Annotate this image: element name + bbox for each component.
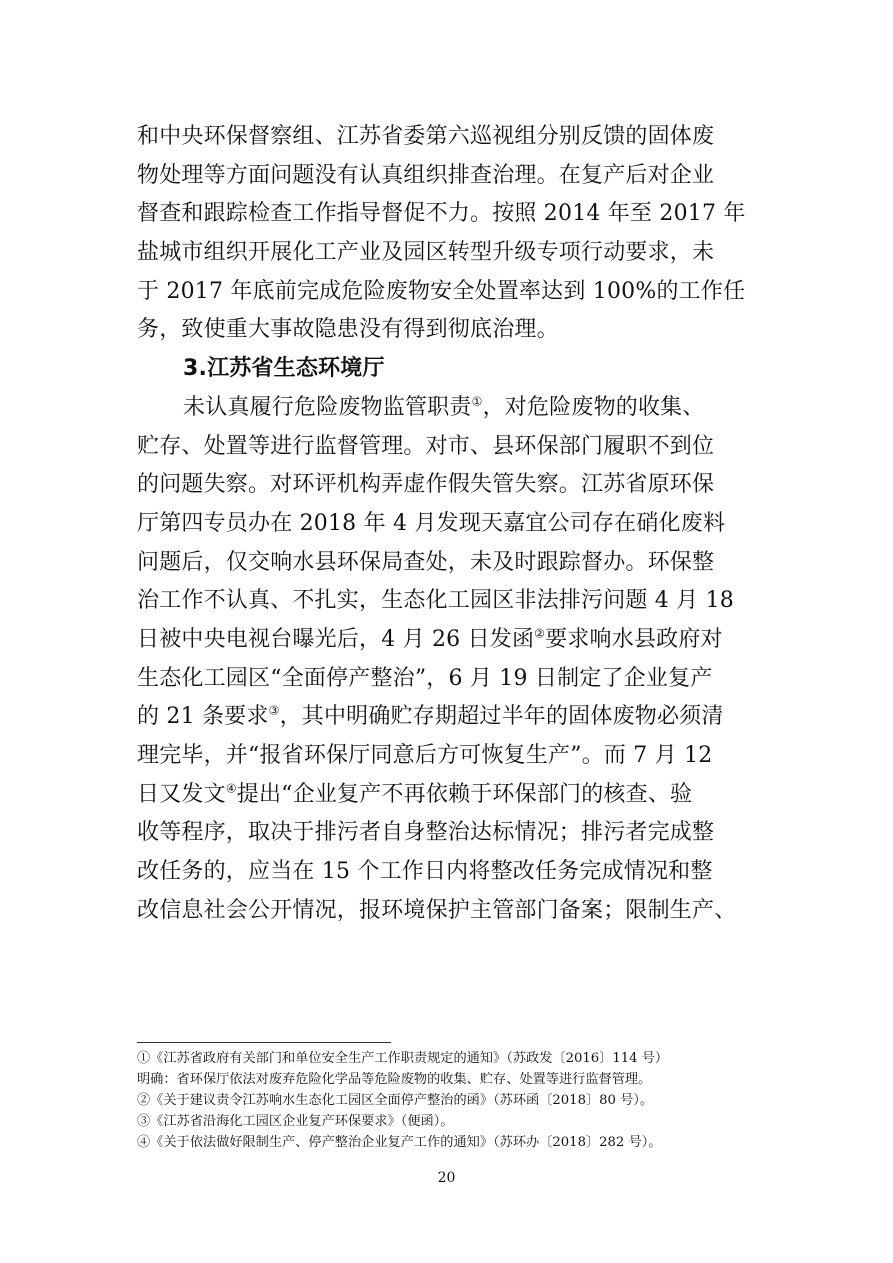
body-text (137, 118, 757, 930)
text-line (137, 776, 757, 815)
text-line: 治工作不认真、不扎实，生态化工园区非法排污问题 4 月 18 (137, 588, 734, 614)
text-line: 盐城市组织开展化工产业及园区转型升级专项行动要求，未 (137, 240, 715, 266)
text-line: 贮存、处置等进行监督管理。对市、县环保部门履职不到位 (137, 433, 715, 459)
text-line: 改信息社会公开情况，报环境保护主管部门备案；限制生产、 (137, 897, 737, 923)
text-fragment: 的 21 条要求 (137, 704, 269, 730)
text-line: 物处理等方面问题没有认真组织排查治理。在复产后对企业 (137, 162, 715, 188)
text-line: 改任务的，应当在 15 个工作日内将整改任务完成情况和整 (137, 859, 713, 885)
text-line (137, 698, 757, 737)
text-line (137, 389, 757, 428)
text-fragment: ，其中明确贮存期超过半年的固体废物必须清 (279, 704, 724, 730)
footnote-marker: ④ (225, 781, 237, 796)
text-line: 和中央环保督察组、江苏省委第六巡视组分别反馈的固体废 (137, 124, 715, 149)
text-line: 收等程序，取决于排污者自身整治达标情况；排污者完成整 (137, 820, 715, 846)
footnote: ④《关于依法做好限制生产、停产整治企业复产工作的通知》（苏环办〔2018〕282 号）。 (137, 1135, 662, 1150)
text-line: 于 2017 年底前完成危险废物安全处置率达到 100%的工作任 (137, 278, 746, 304)
text-fragment: ，对危险废物的收集、 (482, 394, 705, 420)
text-line: 督查和跟踪检查工作指导督促不力。按照 2014 年至 2017 年 (137, 201, 746, 227)
section-heading: 3.江苏省生态环境厅 (183, 356, 385, 382)
footnote: ③《江苏省沿海化工园区企业复产环保要求》（便函）。 (137, 1114, 454, 1129)
text-fragment: 未认真履行危险废物监管职责 (183, 394, 472, 420)
footnote: ②《关于建议责令江苏响水生态化工园区全面停产整治的函》（苏环函〔2018〕80 号）。 (137, 1093, 654, 1108)
text-fragment: 提出“企业复产不再依赖于环保部门的核查、验 (236, 781, 693, 807)
text-line (137, 621, 757, 660)
footnote: ①《江苏省政府有关部门和单位安全生产工作职责规定的通知》（苏政发〔2016〕114 号） (137, 1051, 669, 1066)
text-line: 的问题失察。对环评机构弄虚作假失管失察。江苏省原环保 (137, 472, 715, 498)
footnote-marker: ② (534, 626, 546, 641)
text-fragment: 日又发文 (137, 781, 226, 807)
page-number: 20 (437, 1170, 456, 1186)
footnote-marker: ① (471, 394, 483, 409)
footnote-marker: ③ (268, 703, 280, 718)
text-fragment: 要求响水县政府对 (545, 626, 723, 652)
text-line: 生态化工园区“全面停产整治”，6 月 19 日制定了企业复产 (137, 665, 713, 691)
text-line: 问题后，仅交响水县环保局查处，未及时跟踪督办。环保整 (137, 549, 715, 575)
text-line: 厅第四专员办在 2018 年 4 月发现天嘉宜公司存在硝化废料 (137, 510, 726, 536)
text-line: 理完毕，并“报省环保厅同意后方可恢复生产”。而 7 月 12 (137, 743, 713, 768)
text-fragment: 日被中央电视台曝光后，4 月 26 日发函 (137, 626, 535, 652)
footnote-separator (137, 1042, 391, 1043)
footnote: 明确：省环保厅依法对废弃危险化学品等危险废物的收集、贮存、处置等进行监督管理。 (137, 1072, 652, 1087)
text-line: 务，致使重大事故隐患没有得到彻底治理。 (137, 317, 559, 343)
footnotes (137, 1048, 777, 1153)
